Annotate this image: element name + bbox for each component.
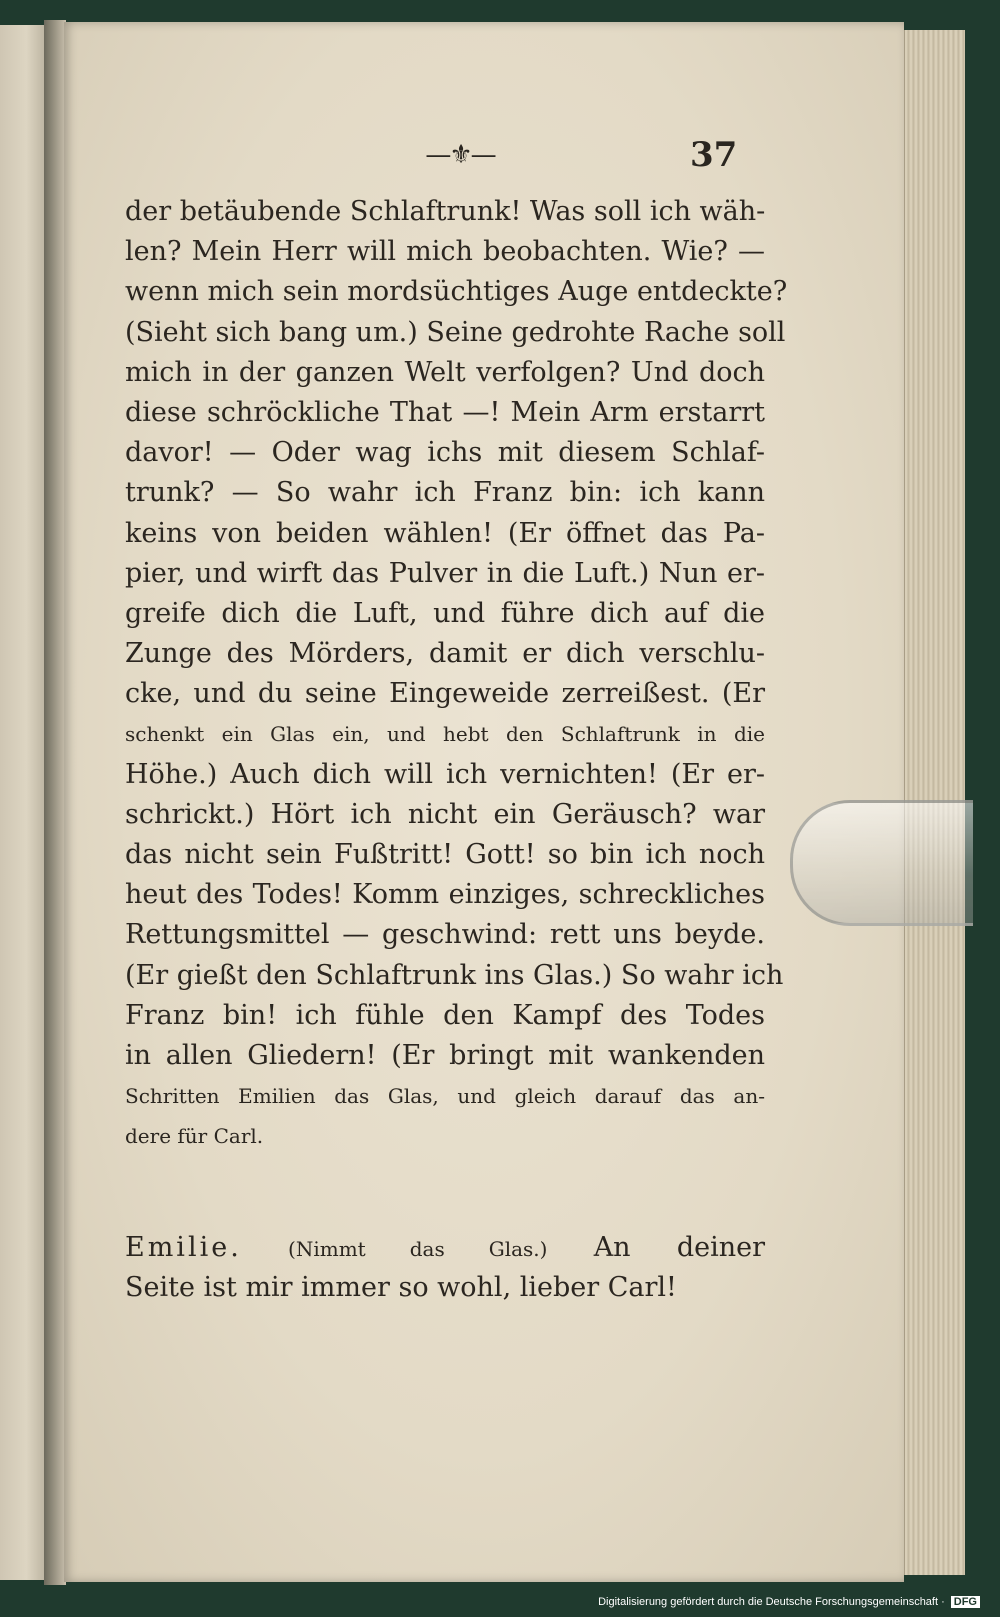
text-line: keins von beiden wählen! (Er öffnet das Pa-: [125, 517, 765, 549]
text-line: cke, und du seine Eingeweide zerreißest. (Er: [125, 678, 765, 710]
page-weight-tool: [790, 800, 973, 926]
book-gutter: [44, 20, 66, 1585]
stage-direction: (Nimmt das Glas.): [288, 1237, 548, 1261]
text-line: in allen Gliedern! (Er bringt mit wankenden: [125, 1039, 765, 1071]
speaker-name: Emilie.: [125, 1232, 242, 1263]
credit-text: Digitalisierung gefördert durch die Deutsche Forschungsgemeinschaft ·: [598, 1596, 945, 1608]
page-number: 37: [690, 135, 738, 175]
text-line: wenn mich sein mordsüchtiges Auge entdeckte?: [125, 276, 788, 308]
body-text: [125, 192, 788, 1157]
text-line: mich in der ganzen Welt verfolgen? Und doch: [125, 356, 765, 388]
footer-credit: [598, 1593, 980, 1611]
speech-line-1: [125, 1228, 765, 1268]
speech-block: [125, 1228, 765, 1308]
header-ornament: —⚜—: [425, 140, 495, 170]
text-line: pier, und wirft das Pulver in die Luft.) Nun er-: [125, 557, 765, 589]
text-line: heut des Todes! Komm einziges, schreckliches: [125, 879, 765, 911]
text-line: Zunge des Mörders, damit er dich verschlu-: [125, 638, 765, 670]
text-line: schrickt.) Hört ich nicht ein Geräusch? war: [125, 798, 765, 830]
text-line: Franz bin! ich fühle den Kampf des Todes: [125, 999, 765, 1031]
text-line: dere für Carl.: [125, 1124, 264, 1149]
text-line: len? Mein Herr will mich beobachten. Wie? —: [125, 236, 765, 268]
text-line: (Er gießt den Schlaftrunk ins Glas.) So wahr ich: [125, 959, 784, 991]
text-line: davor! — Oder wag ichs mit diesem Schlaf-: [125, 437, 765, 469]
text-line: trunk? — So wahr ich Franz bin: ich kann: [125, 477, 765, 509]
text-line: das nicht sein Fußtritt! Gott! so bin ich noch: [125, 839, 765, 870]
speech-text: An deiner: [593, 1232, 765, 1263]
text-line: Rettungsmittel — geschwind: rett uns beyde.: [125, 919, 765, 951]
text-line: Schritten Emilien das Glas, und gleich darauf das an-: [125, 1084, 765, 1109]
text-line: greife dich die Luft, und führe dich auf die: [125, 597, 765, 629]
text-line: (Sieht sich bang um.) Seine gedrohte Rache soll: [125, 316, 786, 348]
text-line: der betäubende Schlaftrunk! Was soll ich wäh-: [125, 196, 766, 227]
left-page-edge: [0, 25, 46, 1580]
speech-line-2: Seite ist mir immer so wohl, lieber Carl!: [125, 1272, 677, 1304]
text-line: Höhe.) Auch dich will ich vernichten! (Er er-: [125, 758, 765, 790]
text-line: schenkt ein Glas ein, und hebt den Schlaftrunk in die: [125, 722, 765, 747]
text-line: diese schröckliche That —! Mein Arm erstarrt: [125, 396, 765, 428]
dfg-logo: DFG: [951, 1596, 980, 1608]
